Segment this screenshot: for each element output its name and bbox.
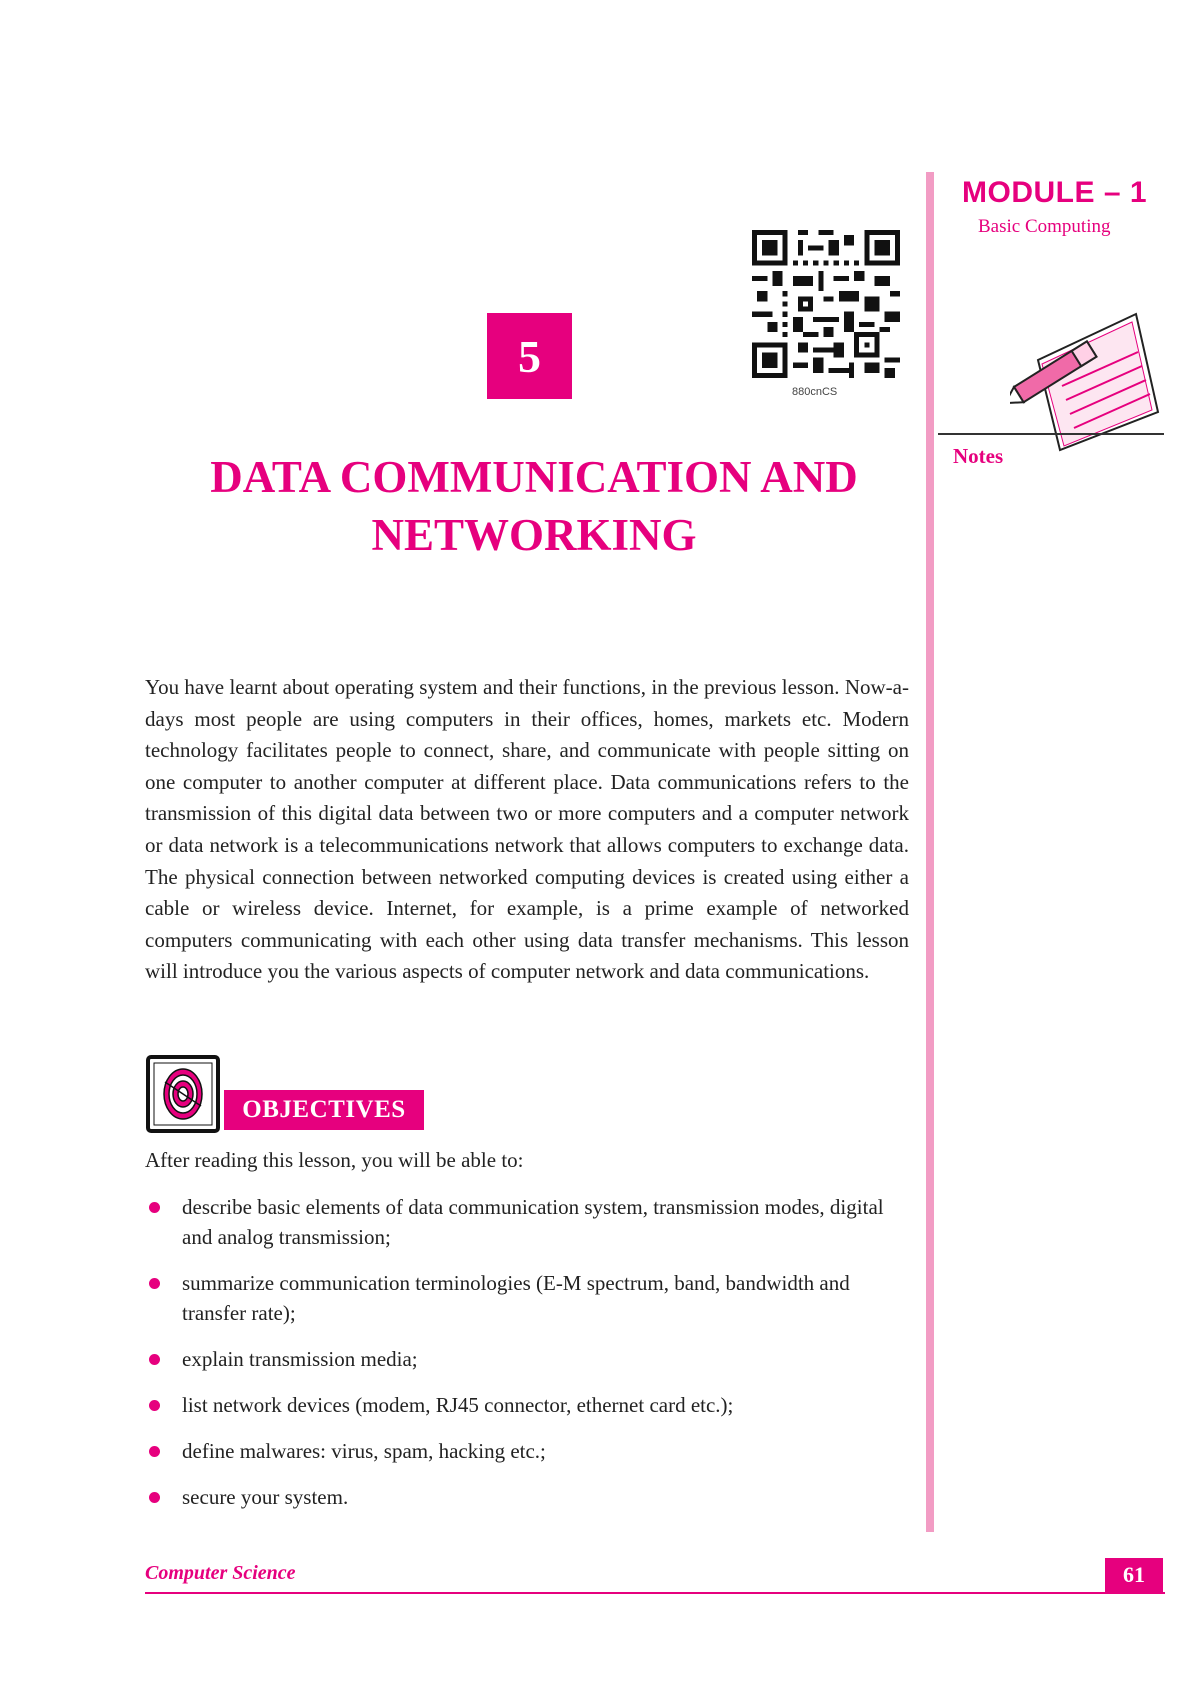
objectives-heading: OBJECTIVES: [224, 1090, 424, 1130]
chapter-number: 5: [487, 313, 572, 399]
objectives-lead: After reading this lesson, you will be able to:: [145, 1148, 524, 1172]
bullet-icon: [149, 1492, 160, 1503]
list-item: list network devices (modem, RJ45 connector, ethernet card etc.);: [145, 1390, 909, 1420]
footer-subject: Computer Science: [145, 1562, 296, 1584]
bullet-icon: [149, 1202, 160, 1213]
chapter-title: [145, 448, 923, 564]
notes-divider: [938, 433, 1164, 435]
bullet-icon: [149, 1354, 160, 1365]
chapter-title-line-1: DATA COMMUNICATION AND: [210, 452, 858, 502]
notes-label: Notes: [953, 444, 1004, 468]
qr-caption: 880cnCS: [792, 386, 838, 398]
bullet-icon: [149, 1278, 160, 1289]
list-item: summarize communication terminologies (E-M spectrum, band, bandwidth and transfer rate);: [145, 1268, 909, 1328]
list-item: define malwares: virus, spam, hacking etc.;: [145, 1436, 909, 1466]
module-title: MODULE – 1: [962, 176, 1148, 209]
bullet-icon: [149, 1446, 160, 1457]
margin-rail: [926, 172, 934, 1532]
bullet-icon: [149, 1400, 160, 1411]
chapter-title-line-2: NETWORKING: [371, 510, 697, 560]
list-item: secure your system.: [145, 1482, 909, 1512]
module-subtitle: Basic Computing: [978, 216, 1111, 237]
footer-rule: [145, 1592, 1165, 1594]
list-item: describe basic elements of data communication system, transmission modes, digital and analog transmission;: [145, 1192, 909, 1252]
objectives-target-icon: [145, 1054, 221, 1134]
intro-paragraph: You have learnt about operating system and their functions, in the previous lesson. Now-a-days most people are using computers in their offices, homes, markets etc. Modern technology facilitates people to connect, share, and communicate with people sitting on one computer to another computer at different place. Data communications refers to the transmission of this digital data between two or more computers and a computer network or data network is a telecommunications network that allows computers to exchange data. The physical connection between networked computing devices is created using either a cable or wireless device. Internet, for example, is a prime example of networked computers communicating with each other using data transfer mechanisms. This lesson will introduce you the various aspects of computer network and data communications.: [145, 675, 909, 984]
list-item: explain transmission media;: [145, 1344, 909, 1374]
notes-pad-icon: [1010, 300, 1170, 460]
qr-code-icon[interactable]: [752, 230, 900, 378]
objectives-list: [145, 1192, 909, 1528]
page-number: 61: [1105, 1558, 1163, 1592]
